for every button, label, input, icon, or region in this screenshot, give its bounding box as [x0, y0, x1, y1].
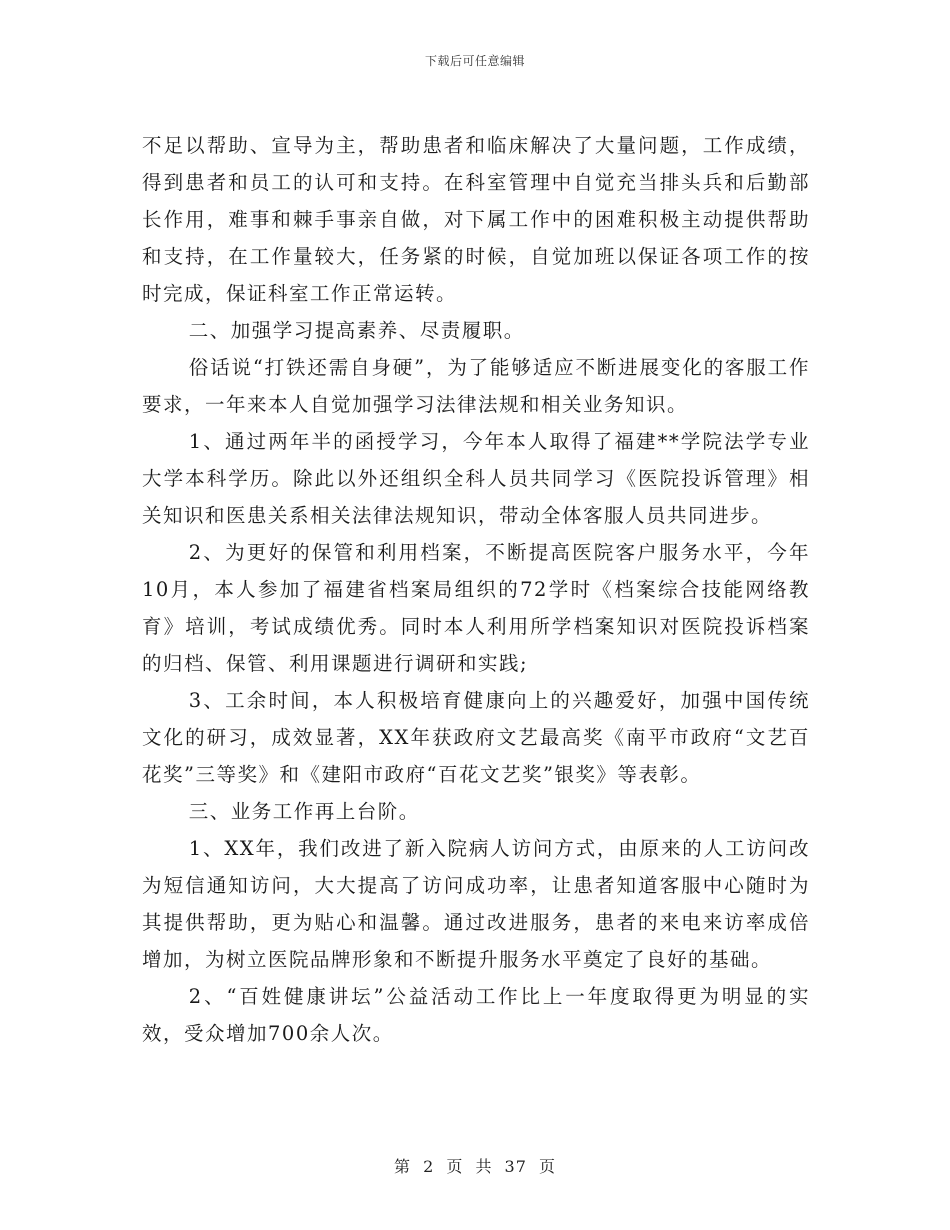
page-header: 下载后可任意编辑	[424, 54, 525, 68]
section-heading-3: 三、业务工作再上台阶。	[188, 800, 420, 823]
paragraph-continuation: 不足以帮助、宣导为主，帮助患者和临床解决了大量问题，工作成绩，得到患者和员工的认可和支持。在科室管理中自觉充当排头兵和后勤部长作用，难事和棘手事亲自做，对下属工作中的困难积极主动提供帮助和支持，在工作量较大，任务紧的时候，自觉加班以保证各项工作的按时完成，保证科室工作正常运转。	[142, 134, 810, 305]
paragraph-item-2-archives: 2、为更好的保管和利用档案，不断提高医院客户服务水平，今年10月，本人参加了福建省档案局组织的72学时《档案综合技能网络教育》培训，考试成绩优秀。同时本人利用所学档案知识对医院投诉档案的归档、保管、利用课题进行调研和实践;	[142, 541, 810, 675]
document-body	[142, 127, 810, 1052]
section-heading-2: 二、加强学习提高素养、尽责履职。	[188, 319, 525, 342]
paragraph-study-intro: 俗话说“打铁还需自身硬”，为了能够适应不断进展变化的客服工作要求，一年来本人自觉加强学习法律法规和相关业务知识。	[142, 356, 810, 416]
paragraph-item-1-degree: 1、通过两年半的函授学习，今年本人取得了福建**学院法学专业大学本科学历。除此以外还组织全科人员共同学习《医院投诉管理》相关知识和医患关系相关法律法规知识，带动全体客服人员共同进步。	[142, 430, 810, 527]
paragraph-item-1-visits: 1、XX年，我们改进了新入院病人访问方式，由原来的人工访问改为短信通知访问，大大提高了访问成功率，让患者知道客服中心随时为其提供帮助，更为贴心和温馨。通过改进服务，患者的来电来访率成倍增加，为树立医院品牌形象和不断提升服务水平奠定了良好的基础。	[142, 837, 810, 971]
page-footer: 第 2 页 共 37 页	[394, 1157, 556, 1176]
paragraph-item-2-forum: 2、“百姓健康讲坛”公益活动工作比上一年度取得更为明显的实效，受众增加700余人次。	[142, 985, 810, 1045]
paragraph-item-3-hobbies: 3、工余时间，本人积极培育健康向上的兴趣爱好，加强中国传统文化的研习，成效显著，XX年获政府文艺最高奖《南平市政府“文艺百花奖”三等奖》和《建阳市政府“百花文艺奖”银奖》等表彰。	[142, 689, 810, 786]
